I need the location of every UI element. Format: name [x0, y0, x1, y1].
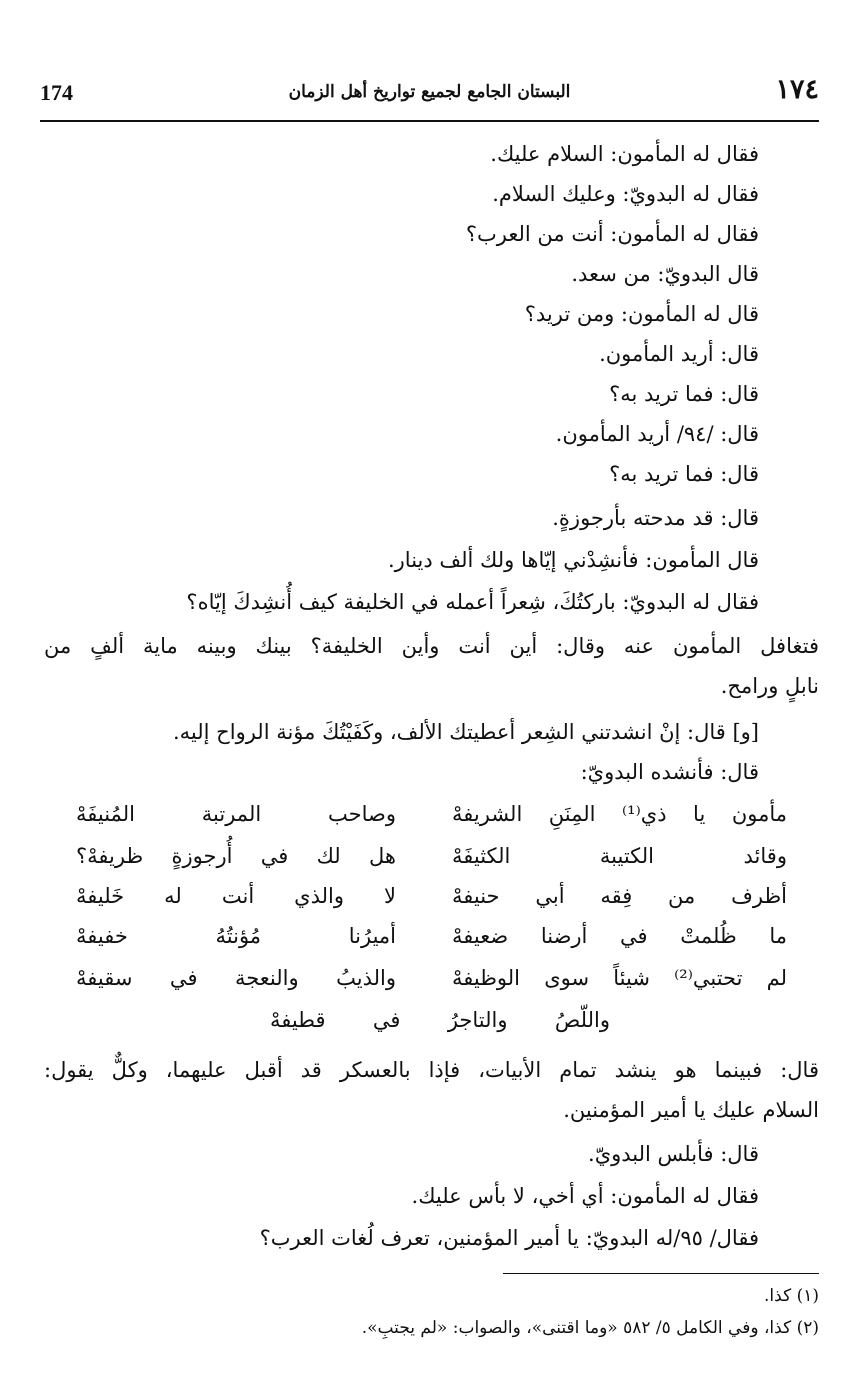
verse-right: مأمون يا ذي⁽¹⁾ المِنَنِ الشريفهْ	[452, 802, 787, 826]
text-line: قال: فما تريد به؟	[609, 382, 759, 406]
text-line: السلام عليك يا أمير المؤمنين.	[563, 1098, 819, 1122]
page-number-latin: 174	[40, 80, 73, 105]
text-line: فقال له البدويّ: باركتُكَ، شِعراً أعمله في الخليفة كيف أُنشِدكَ إيّاه؟	[186, 590, 759, 614]
verse-left: والذيبُ والنعجة في سقيفهْ	[76, 966, 396, 990]
text-line: قال له المأمون: ومن تريد؟	[524, 302, 759, 326]
verse-right: أظرف من فِقه أبي حنيفهْ	[452, 884, 787, 908]
footnote-rule	[503, 1273, 819, 1274]
text-line: فقال/ ٩٥/له البدويّ: يا أمير المؤمنين، تعرف لُغات العرب؟	[259, 1226, 759, 1250]
text-line: قال: أريد المأمون.	[599, 342, 759, 366]
text-line: قال: /٩٤/ أريد المأمون.	[555, 422, 759, 446]
text-line: قال: فأبلس البدويّ.	[588, 1142, 759, 1166]
text-line: فقال له المأمون: السلام عليك.	[490, 142, 759, 166]
verse-right: لم تحتبي⁽²⁾ شيئاً سوى الوظيفهْ	[452, 966, 787, 990]
text-line: [و] قال: إنْ انشدتني الشِعر أعطيتك الألف، وكَفَيْتُكَ مؤنة الرواح إليه.	[173, 720, 759, 744]
text-line: فقال له المأمون: أي أخي، لا بأس عليك.	[411, 1184, 759, 1208]
header-rule	[40, 120, 819, 122]
text-line: فقال له المأمون: أنت من العرب؟	[465, 222, 759, 246]
verse-left: أميرُنا مُؤنتُهُ خفيفهْ	[76, 924, 396, 948]
text-line: نابلٍ ورامح.	[720, 674, 819, 698]
text-line: قال: فبينما هو ينشد تمام الأبيات، فإذا بالعسكر قد أقبل عليهما، وكلٌّ يقول:	[44, 1058, 819, 1082]
footnote: (١) كذا.	[764, 1286, 819, 1306]
verse-left: وصاحب المرتبة المُنيفَهْ	[76, 802, 396, 826]
text-line: قال البدويّ: من سعد.	[571, 262, 759, 286]
verse-center: واللّصُ والتاجرُ في قطيفهْ	[270, 1008, 610, 1032]
footnote: (٢) كذا، وفي الكامل ٥/ ٥٨٢ «وما اقتنى»، والصواب: «لم يجتبِ».	[361, 1318, 819, 1338]
verse-right: ما ظُلمتْ في أرضنا ضعيفهْ	[452, 924, 787, 948]
text-line: فتغافل المأمون عنه وقال: أين أنت وأين الخليفة؟ بينك وبينه ماية ألفٍ من	[44, 634, 819, 658]
text-line: قال: قد مدحته بأرجوزةٍ.	[552, 506, 759, 530]
verse-left: لا والذي أنت له خَليفهْ	[76, 884, 396, 908]
text-line: قال المأمون: فأنشِدْني إيّاها ولك ألف دينار.	[387, 548, 759, 572]
running-title: البستان الجامع لجميع تواريخ أهل الزمان	[288, 82, 571, 102]
text-line: فقال له البدويّ: وعليك السلام.	[492, 182, 759, 206]
verse-right: وقائد الكتيبة الكثيفَهْ	[452, 844, 787, 868]
page-number-arabic: ١٧٤	[775, 74, 819, 105]
text-line: قال: فما تريد به؟	[609, 462, 759, 486]
page-header	[40, 72, 819, 116]
verse-left: هل لك في أُرجوزةٍ ظريفهْ؟	[76, 844, 396, 868]
text-line: قال: فأنشده البدويّ:	[580, 760, 759, 784]
